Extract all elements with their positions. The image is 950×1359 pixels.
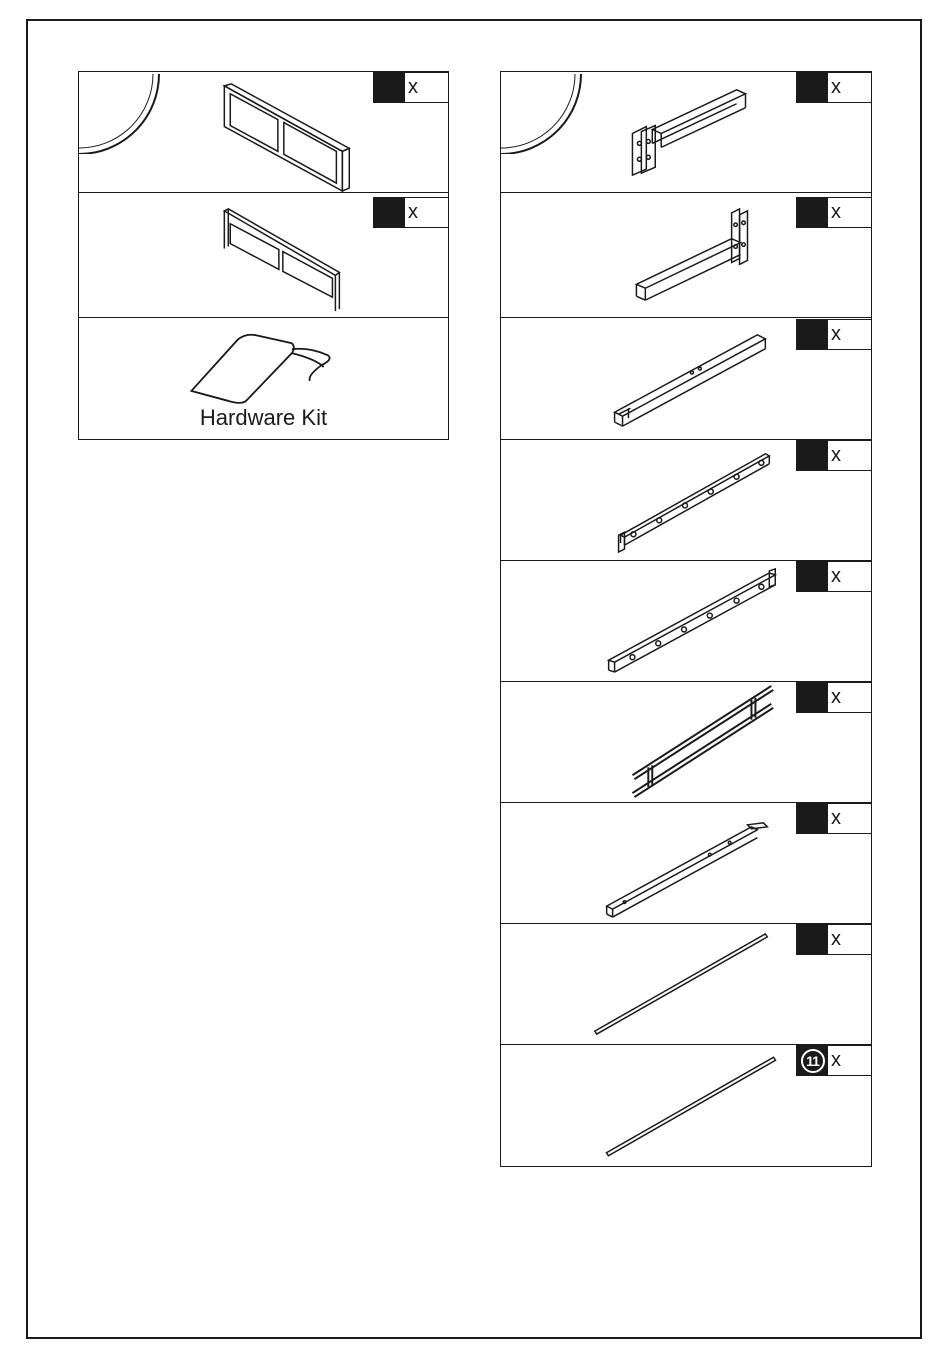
part-cell-hardware-kit (79, 319, 448, 440)
quantity-mark: x (831, 807, 841, 829)
part-cell-right-3 (501, 319, 871, 440)
part-number-badge (374, 73, 405, 102)
quantity-mark: x (408, 76, 418, 98)
part-number-badge (797, 925, 828, 954)
part-cell-headboard (79, 72, 448, 193)
part-number-badge (797, 320, 828, 349)
part-cell-right-6 (501, 682, 871, 803)
part-number-badge (797, 1046, 828, 1075)
quantity-mark: x (831, 444, 841, 466)
part-number-badge (797, 562, 828, 591)
part-number-11: 11 (801, 1049, 825, 1073)
quantity-mark: x (831, 686, 841, 708)
part-number-badge (374, 198, 405, 227)
quantity-box (796, 803, 872, 834)
quantity-mark: x (831, 201, 841, 223)
quantity-box (373, 72, 449, 103)
quantity-box (796, 72, 872, 103)
part-cell-right-1 (501, 72, 871, 193)
part-cell-right-2 (501, 197, 871, 318)
part-cell-right-9 (501, 1045, 871, 1168)
quantity-mark: x (831, 565, 841, 587)
quantity-mark: x (831, 76, 841, 98)
part-number-badge (797, 804, 828, 833)
part-cell-right-4 (501, 440, 871, 561)
quantity-mark: x (831, 928, 841, 950)
hardware-kit-label: Hardware Kit (199, 405, 328, 430)
part-number-badge (797, 441, 828, 470)
quantity-box (796, 1045, 872, 1076)
part-number-badge (797, 73, 828, 102)
quantity-box (796, 440, 872, 471)
quantity-box (796, 924, 872, 955)
quantity-mark: x (408, 201, 418, 223)
part-cell-right-8 (501, 924, 871, 1045)
part-cell-right-5 (501, 561, 871, 682)
quantity-mark: x (831, 1049, 841, 1071)
quantity-box (373, 197, 449, 228)
quantity-box (796, 319, 872, 350)
part-cell-right-7 (501, 803, 871, 924)
quantity-box (796, 682, 872, 713)
quantity-box (796, 197, 872, 228)
part-number-badge (797, 198, 828, 227)
left-parts-panel (78, 71, 449, 440)
quantity-box (796, 561, 872, 592)
part-number-badge (797, 683, 828, 712)
right-parts-panel (500, 71, 872, 1167)
quantity-mark: x (831, 323, 841, 345)
part-cell-footboard (79, 197, 448, 318)
